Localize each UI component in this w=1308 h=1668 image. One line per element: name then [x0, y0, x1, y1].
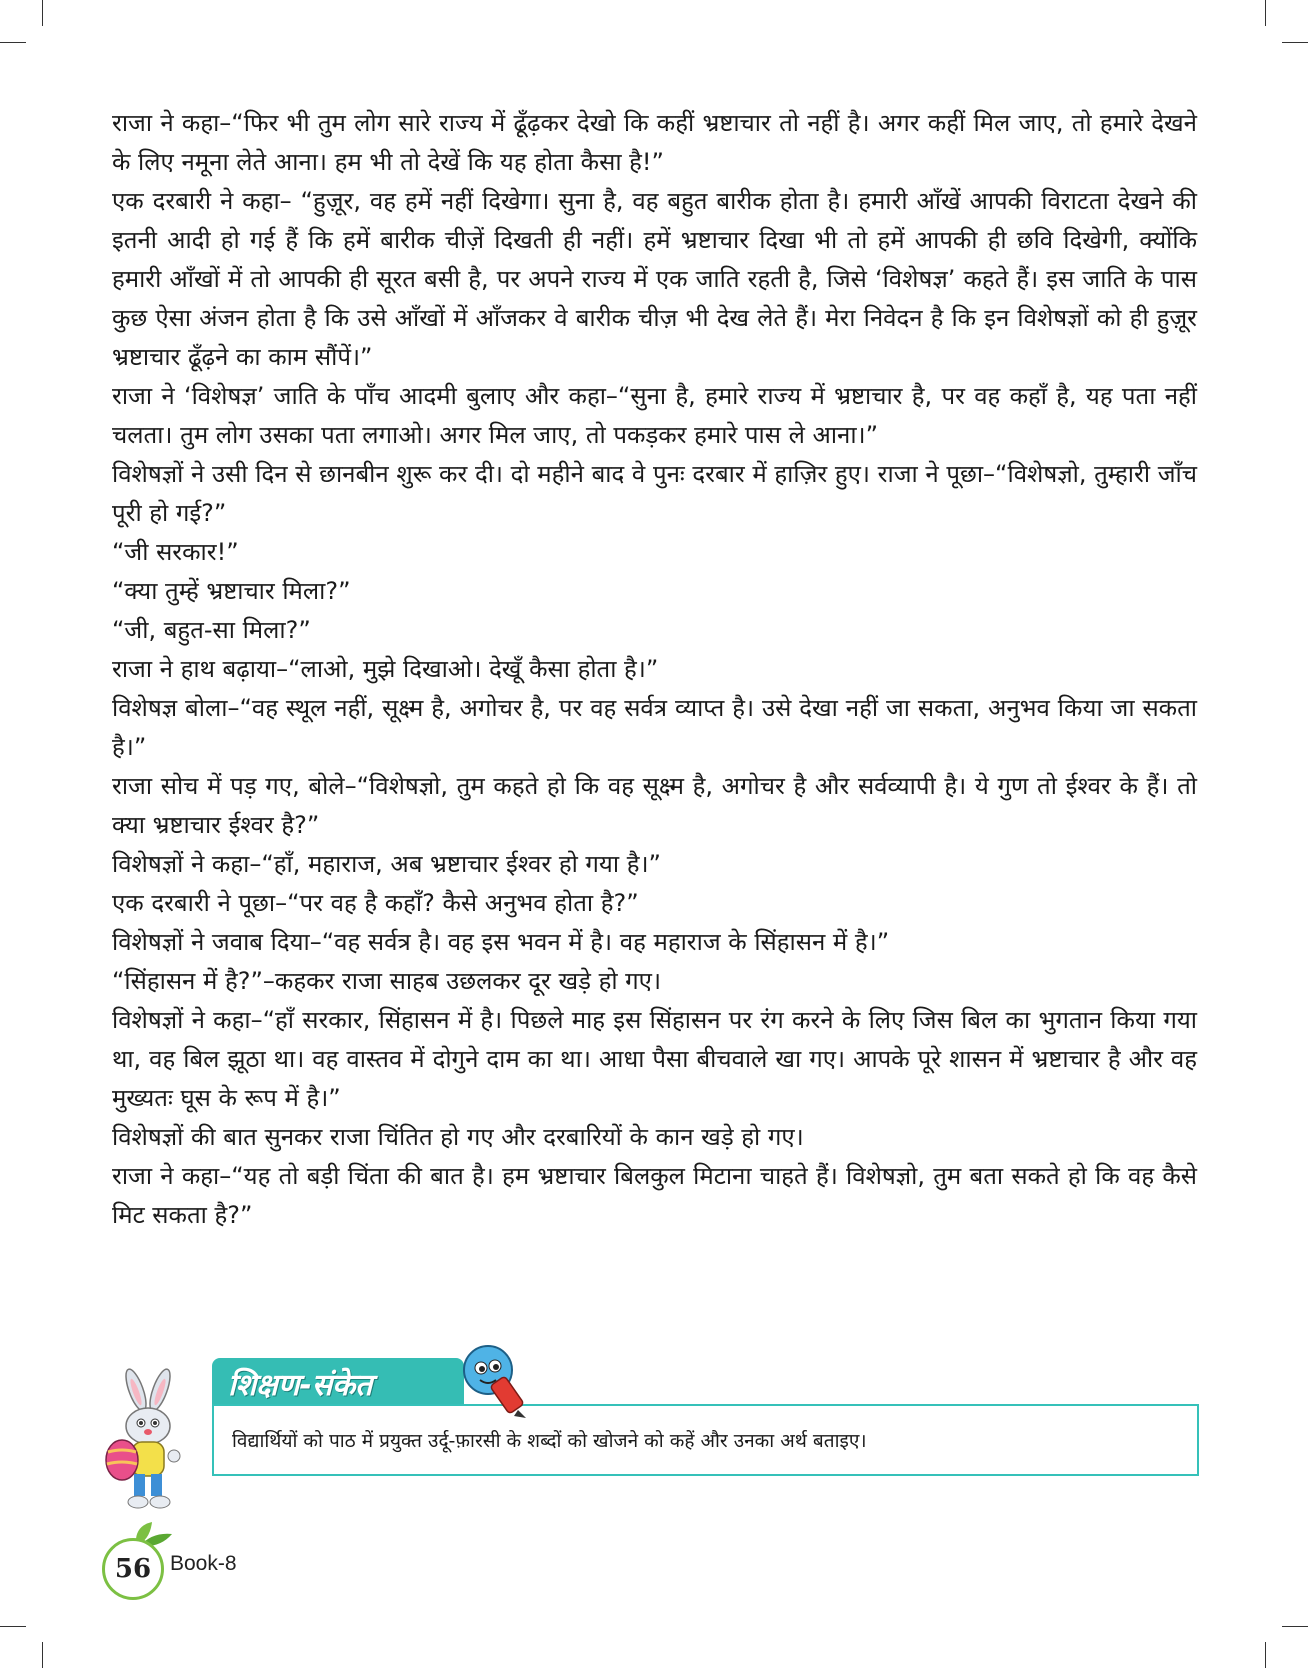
page-number: 56	[102, 1538, 164, 1600]
paragraph: “जी सरकार!”	[112, 538, 239, 566]
teaching-note-header	[212, 1358, 464, 1404]
crop-mark	[0, 42, 26, 43]
paragraph: एक दरबारी ने कहा– “हुज़ूर, वह हमें नहीं दिखेगा। सुना है, वह बहुत बारीक होता है। हमारी आँखें आपकी विराटता देखने की इतनी आदी हो गई हैं कि हमें बारीक चीज़ें दिखती ही नहीं। हमें भ्रष्टाचार दिखा भी तो हमें आपकी ही छवि दिखेगी, क्योंकि हमारी आँखों में तो आपकी ही सूरत बसी है, पर अपने राज्य में एक जाति रहती है, जिसे ‘विशेषज्ञ’ कहते हैं। इस जाति के पास कुछ ऐसा अंजन होता है कि उसे आँखों में आँजकर वे बारीक चीज़ भी देख लेते हैं। मेरा निवेदन है कि इन विशेषज्ञों को ही हुज़ूर भ्रष्टाचार ढूँढ़ने का काम सौंपें।”	[112, 187, 1197, 371]
paragraph: विशेषज्ञ बोला–“वह स्थूल नहीं, सूक्ष्म है, अगोचर है, पर वह सर्वत्र व्याप्त है। उसे देखा नहीं जा सकता, अनुभव किया जा सकता है।”	[112, 694, 1197, 761]
paragraph: विशेषज्ञों ने उसी दिन से छानबीन शुरू कर दी। दो महीने बाद वे पुनः दरबार में हाज़िर हुए। राजा ने पूछा–“विशेषज्ञो, तुम्हारी जाँच पूरी हो गई?”	[112, 460, 1197, 527]
rabbit-mascot-icon	[98, 1368, 198, 1518]
story-text	[112, 104, 1197, 1235]
crop-mark	[42, 0, 43, 26]
paragraph: राजा ने हाथ बढ़ाया–“लाओ, मुझे दिखाओ। देखूँ कैसा होता है।”	[112, 655, 659, 683]
book-label: Book-8	[170, 1552, 237, 1575]
crop-mark	[42, 1642, 43, 1668]
crop-mark	[1265, 1642, 1266, 1668]
crop-mark	[1282, 42, 1308, 43]
crop-mark	[1282, 1626, 1308, 1627]
paragraph: राजा ने कहा–“यह तो बड़ी चिंता की बात है। हम भ्रष्टाचार बिलकुल मिटाना चाहते हैं। विशेषज्ञो, तुम बता सकते हो कि वह कैसे मिट सकता है?”	[112, 1162, 1197, 1229]
paragraph: राजा सोच में पड़ गए, बोले–“विशेषज्ञो, तुम कहते हो कि वह सूक्ष्म है, अगोचर है और सर्वव्यापी है। ये गुण तो ईश्वर के हैं। तो क्या भ्रष्टाचार ईश्वर है?”	[112, 772, 1197, 839]
paragraph: विशेषज्ञों ने जवाब दिया–“वह सर्वत्र है। वह इस भवन में है। वह महाराज के सिंहासन में है।”	[112, 928, 890, 956]
paragraph: “जी, बहुत-सा मिला?”	[112, 616, 311, 644]
crop-mark	[0, 1626, 26, 1627]
teaching-note-title: शिक्षण-संकेत	[228, 1368, 373, 1403]
paragraph: राजा ने कहा–“फिर भी तुम लोग सारे राज्य में ढूँढ़कर देखो कि कहीं भ्रष्टाचार तो नहीं है। अगर कहीं मिल जाए, तो हमारे देखने के लिए नमूना लेते आना। हम भी तो देखें कि यह होता कैसा है!”	[112, 109, 1197, 176]
pen-mascot-icon	[458, 1340, 530, 1420]
crop-mark	[1265, 0, 1266, 26]
paragraph: विशेषज्ञों की बात सुनकर राजा चिंतित हो गए और दरबारियों के कान खड़े हो गए।	[112, 1123, 804, 1151]
paragraph: विशेषज्ञों ने कहा–“हाँ, महाराज, अब भ्रष्टाचार ईश्वर हो गया है।”	[112, 850, 661, 878]
paragraph: एक दरबारी ने पूछा–“पर वह है कहाँ? कैसे अनुभव होता है?”	[112, 889, 639, 917]
teaching-note-text: विद्यार्थियों को पाठ में प्रयुक्त उर्दू-फ़ारसी के शब्दों को खोजने को कहें और उनका अर्थ बताइए।	[232, 1430, 867, 1452]
paragraph: राजा ने ‘विशेषज्ञ’ जाति के पाँच आदमी बुलाए और कहा–“सुना है, हमारे राज्य में भ्रष्टाचार है, पर वह कहाँ है, यह पता नहीं चलता। तुम लोग उसका पता लगाओ। अगर मिल जाए, तो पकड़कर हमारे पास ले आना।”	[112, 382, 1197, 449]
paragraph: “सिंहासन में है?”–कहकर राजा साहब उछलकर दूर खड़े हो गए।	[112, 967, 662, 995]
teaching-note-box	[212, 1404, 1199, 1476]
paragraph: विशेषज्ञों ने कहा–“हाँ सरकार, सिंहासन में है। पिछले माह इस सिंहासन पर रंग करने के लिए जिस बिल का भुगतान किया गया था, वह बिल झूठा था। वह वास्तव में दोगुने दाम का था। आधा पैसा बीचवाले खा गए। आपके पूरे शासन में भ्रष्टाचार है और वह मुख्यतः घूस के रूप में है।”	[112, 1006, 1197, 1112]
paragraph: “क्या तुम्हें भ्रष्टाचार मिला?”	[112, 577, 351, 605]
